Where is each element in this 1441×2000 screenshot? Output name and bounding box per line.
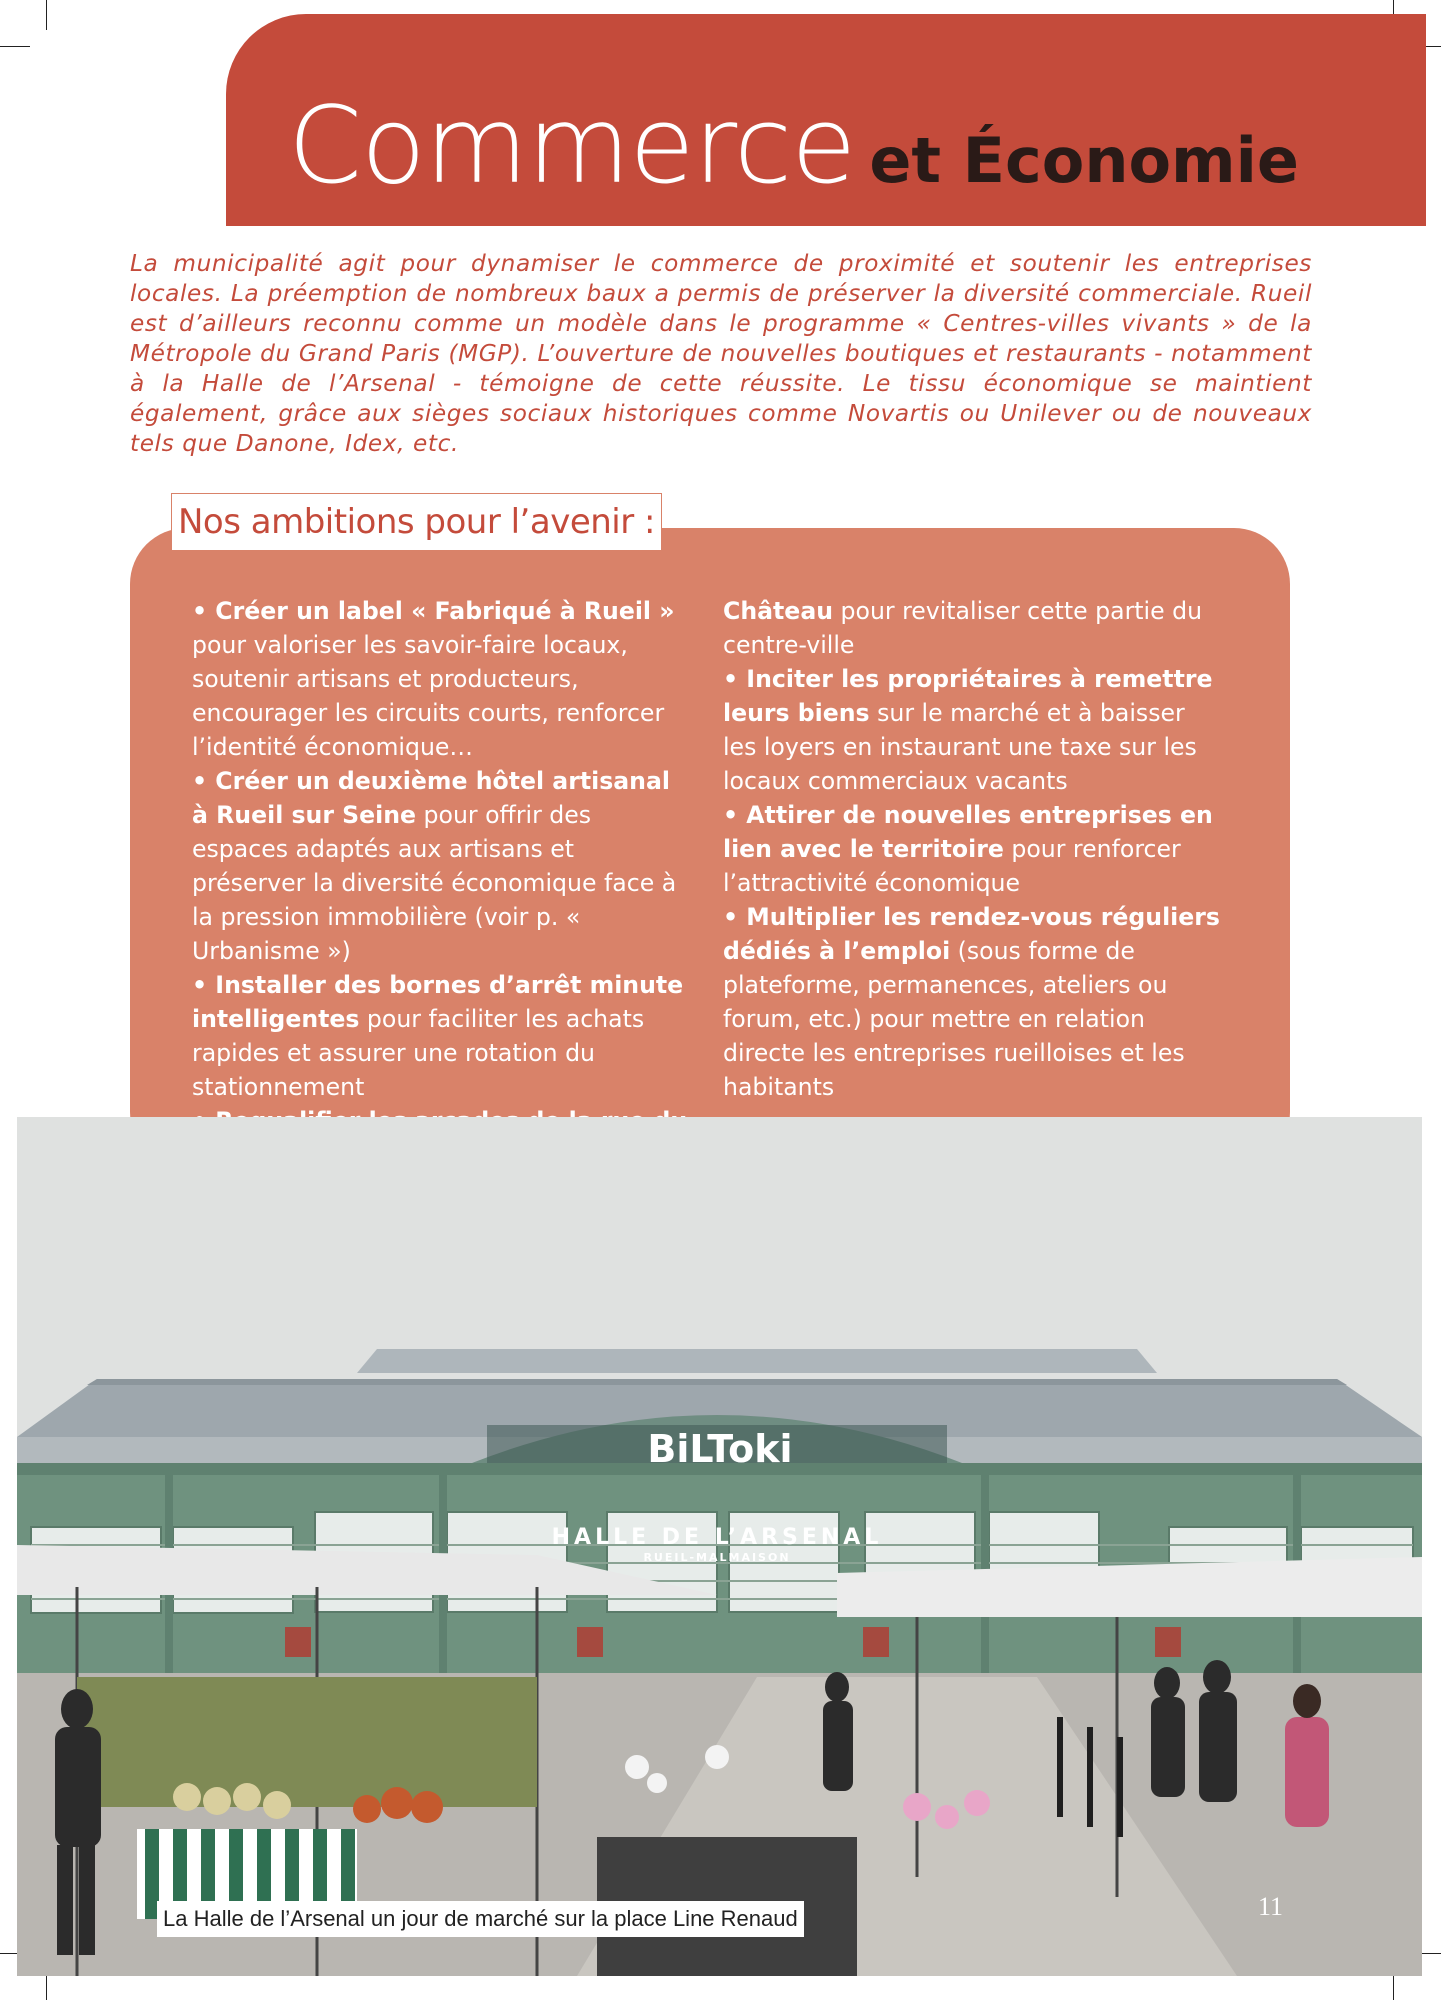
- halle-arsenal-illustration: [17, 1117, 1422, 1976]
- page-title: [288, 84, 1299, 207]
- crop-mark: [46, 1972, 47, 2000]
- ambitions-title: Nos ambitions pour l’avenir :: [171, 493, 662, 551]
- sign-city: RUEIL-MALMAISON: [643, 1551, 791, 1564]
- market-photo: [17, 1117, 1422, 1976]
- page-number: 11: [1258, 1892, 1284, 1921]
- crop-mark: [1393, 1972, 1394, 2000]
- ambition-item: • Créer un deuxième hôtel artisanal à Rueil sur Seine pour offrir des espaces adaptés aux artisans et préserver la diversité économique face à la pression immobilière (voir p. « Urbanisme »): [192, 767, 677, 965]
- title-main: Commerce: [288, 84, 856, 207]
- ambition-item: Château pour revitaliser cette partie du centre-ville: [723, 597, 1203, 659]
- ambition-item: • Attirer de nouvelles entreprises en lien avec le territoire pour renforcer l’attractivité économique: [723, 801, 1213, 897]
- crop-mark: [46, 0, 47, 30]
- photo-caption: La Halle de l’Arsenal un jour de marché sur la place Line Renaud: [157, 1901, 804, 1937]
- intro-paragraph: La municipalité agit pour dynamiser le commerce de proximité et soutenir les entreprises locales. La préemption de nombreux baux a permis de préserver la diversité commerciale. Rueil est d’ailleurs reconnu comme un modèle dans le programme « Centres-villes vivants » de la Métropole du Grand Paris (MGP). L’ouverture de nouvelles boutiques et restaurants - notamment à la Halle de l’Arsenal - témoigne de cette réussite. Le tissu économique se maintient également, grâce aux sièges sociaux historiques comme Novartis ou Unilever ou de nouveaux tels que Danone, Idex, etc.: [130, 250, 1312, 457]
- ambition-item: • Créer un label « Fabriqué à Rueil » pour valoriser les savoir-faire locaux, soutenir artisans et producteurs, encourager les circuits courts, renforcer l’identité économique…: [192, 597, 675, 761]
- crop-mark: [0, 46, 30, 47]
- sign-brand: BiLToki: [647, 1427, 793, 1471]
- title-rest: et Économie: [869, 124, 1299, 197]
- ambitions-column-right: [723, 594, 1223, 1104]
- ambition-item: • Inciter les propriétaires à remettre leurs biens sur le marché et à baisser les loyers en instaurant une taxe sur les locaux commerciaux vacants: [723, 665, 1213, 795]
- sign-hall: HALLE DE L’ARSENAL: [551, 1525, 883, 1550]
- ambitions-column-left: [192, 594, 692, 1138]
- ambition-item: • Installer des bornes d’arrêt minute intelligentes pour faciliter les achats rapides et assurer une rotation du stationnement: [192, 971, 684, 1101]
- ambition-item: • Multiplier les rendez-vous réguliers dédiés à l’emploi (sous forme de plateforme, permanences, ateliers ou forum, etc.) pour mettre en relation directe les entreprises rueilloises et les habitants: [723, 903, 1220, 1101]
